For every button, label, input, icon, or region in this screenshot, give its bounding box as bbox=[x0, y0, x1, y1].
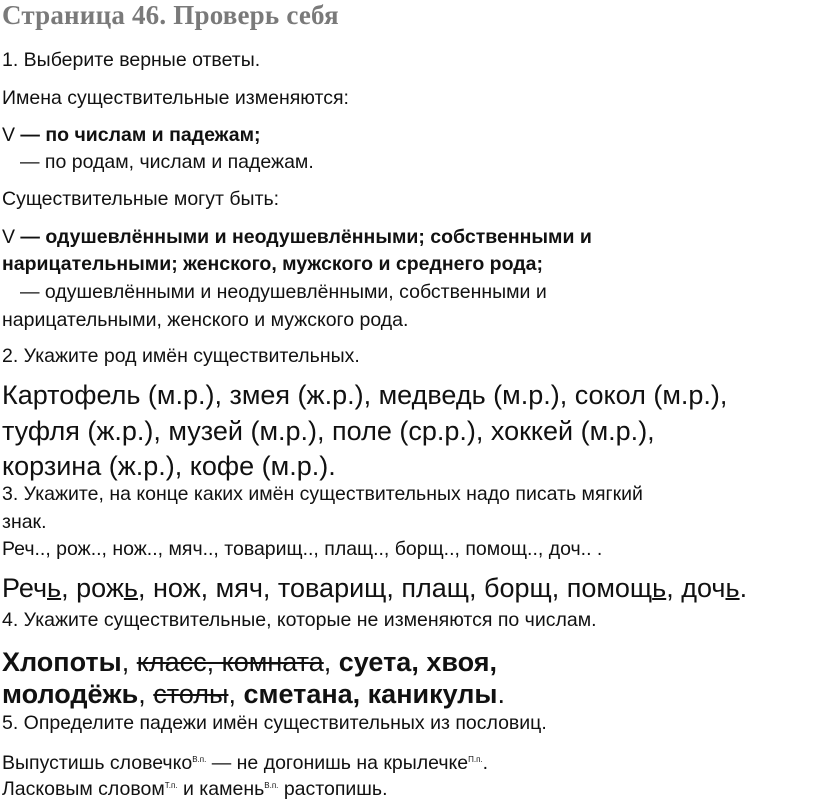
q1-prompt-a: Имена существительные изменяются: bbox=[2, 87, 349, 109]
page-title: Страница 46. Проверь себя bbox=[2, 0, 339, 30]
answer-a-correct-text: — по числам и падежам; bbox=[15, 124, 261, 146]
end-dot: . bbox=[497, 679, 506, 709]
answer-b-correct-text-1: — одушевлёнными и неодушевлёнными; собственными и bbox=[15, 226, 592, 248]
q2-answer-line-1: Картофель (м.р.), змея (ж.р.), медведь (м.р.), сокол (м.р.), bbox=[2, 380, 728, 410]
q5-proverb-1 bbox=[2, 748, 488, 775]
sep-3: , bbox=[138, 679, 154, 709]
q5-proverb-2 bbox=[2, 774, 388, 801]
sep-2: , bbox=[323, 647, 339, 677]
case-label-1: В.п. bbox=[192, 755, 207, 764]
proverb-1-end: . bbox=[482, 752, 489, 774]
proverb-2-end: растопишь. bbox=[278, 778, 388, 800]
case-label-2: П.п. bbox=[468, 755, 483, 764]
q1-answer-a-correct bbox=[2, 123, 261, 147]
q4-answer-line-2 bbox=[2, 677, 505, 711]
word-2: рож bbox=[76, 573, 124, 603]
q1-answer-b-correct-2: нарицательными; женского, мужского и среднего рода; bbox=[2, 253, 543, 275]
q4-answer-line-1 bbox=[2, 645, 497, 679]
word-3: помощ bbox=[566, 573, 653, 603]
soft-sign-3: ь bbox=[652, 573, 667, 603]
soft-sign-4: ь bbox=[725, 573, 740, 603]
q5-heading: 5. Определите падежи имён существительных из пословиц. bbox=[2, 712, 547, 734]
q3-answer bbox=[2, 571, 747, 605]
q2-answer-line-3: корзина (ж.р.), кофе (м.р.). bbox=[2, 451, 336, 481]
proverb-1-part-a: Выпустишь словечко bbox=[2, 752, 193, 774]
sep-3: , bbox=[666, 573, 682, 603]
q1-answer-b-wrong-1: — одушевлёнными и неодушевлёнными, собственными и bbox=[20, 281, 547, 303]
word-4: доч bbox=[681, 573, 726, 603]
q3-heading-1: 3. Укажите, на конце каких имён существительных надо писать мягкий bbox=[2, 483, 643, 505]
q1-prompt-b: Существительные могут быть: bbox=[2, 188, 280, 210]
q3-words: Реч.., рож.., нож.., мяч.., товарищ.., плащ.., борщ.., помощ.., доч.. . bbox=[2, 538, 603, 560]
soft-sign-2: ь bbox=[123, 573, 138, 603]
answer-word-4: сметана, каникулы bbox=[243, 679, 498, 709]
q4-heading: 4. Укажите существительные, которые не изменяются по числам. bbox=[2, 609, 597, 631]
answer-word-1: Хлопоты bbox=[2, 647, 122, 677]
proverb-2-part-a: Ласковым словом bbox=[2, 778, 165, 800]
end-dot: . bbox=[739, 573, 748, 603]
q1-answer-b-wrong-2: нарицательными, женского и мужского рода. bbox=[2, 309, 409, 331]
proverb-1-part-b: — не догонишь на крылечке bbox=[206, 752, 469, 774]
q2-heading: 2. Укажите род имён существительных. bbox=[2, 345, 360, 367]
sep-1: , bbox=[61, 573, 77, 603]
q3-heading-2: знак. bbox=[2, 511, 47, 533]
case-label-3: Т.п. bbox=[164, 781, 178, 790]
case-label-4: В.п. bbox=[264, 781, 279, 790]
proverb-2-part-b: и камень bbox=[177, 778, 265, 800]
sep-2: , нож, мяч, товарищ, плащ, борщ, bbox=[137, 573, 567, 603]
q1-answer-b-correct-1 bbox=[2, 225, 592, 249]
word-1: Реч bbox=[2, 573, 48, 603]
soft-sign-1: ь bbox=[47, 573, 62, 603]
struck-words-1: класс, комната bbox=[136, 647, 324, 677]
q1-answer-a-wrong: — по родам, числам и падежам. bbox=[20, 151, 314, 173]
answer-word-2: суета, хвоя, bbox=[338, 647, 497, 677]
check-mark: V bbox=[2, 124, 16, 146]
check-mark: V bbox=[2, 226, 16, 248]
q2-answer-line-2: туфля (ж.р.), музей (м.р.), поле (ср.р.), хоккей (м.р.), bbox=[2, 416, 655, 446]
q1-heading: 1. Выберите верные ответы. bbox=[2, 49, 261, 71]
sep-1: , bbox=[121, 647, 137, 677]
answer-word-3: молодёжь bbox=[2, 679, 139, 709]
sep-4: , bbox=[228, 679, 244, 709]
struck-words-2: столы bbox=[153, 679, 229, 709]
